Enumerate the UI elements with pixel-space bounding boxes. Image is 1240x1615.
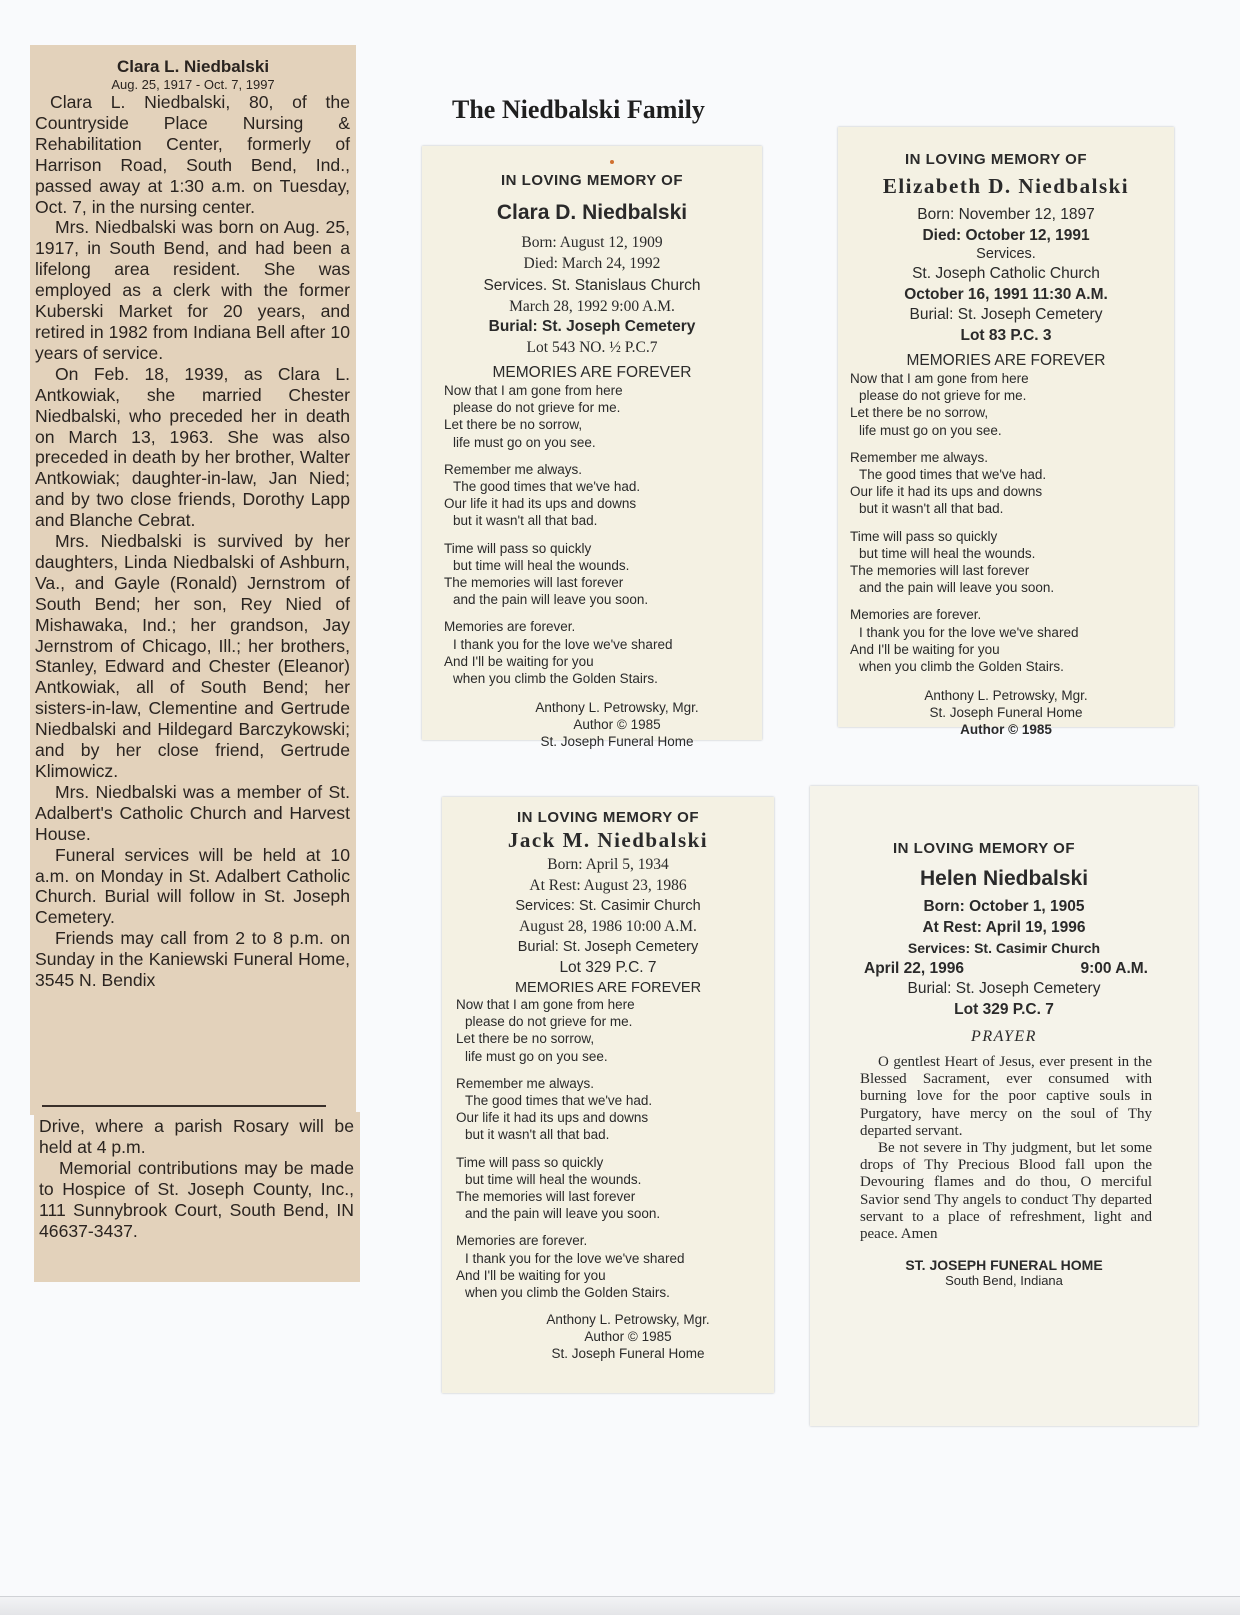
card-manager: Anthony L. Petrowsky, Mgr. bbox=[535, 700, 699, 716]
card-services: Services: St. Casimir Church bbox=[515, 898, 701, 914]
card-lot: Lot 329 P.C. 7 bbox=[559, 958, 657, 976]
poem bbox=[442, 996, 774, 1301]
obituary-paragraph: On Feb. 18, 1939, as Clara L. Antkowiak, she married Chester Niedbalski, who preceded her in death on March 13, 1963. She was also preceded in death by her brother, Walter Antkowiak; daughter-in-law, Jan Nied; and by two close friends, Dorothy Lapp and Blanche Cebrat. bbox=[35, 363, 350, 531]
card-lot: Lot 543 NO. ½ P.C.7 bbox=[526, 338, 658, 356]
card-manager: Anthony L. Petrowsky, Mgr. bbox=[924, 688, 1088, 704]
card-author: Author © 1985 bbox=[960, 722, 1052, 738]
obituary-paragraph: Drive, where a parish Rosary will be held at 4 p.m. bbox=[39, 1116, 354, 1157]
poem-line: but time will heal the wounds. bbox=[859, 545, 1036, 561]
poem-line: when you climb the Golden Stairs. bbox=[453, 671, 658, 687]
card-service-datetime bbox=[810, 959, 1198, 980]
poem-line: Remember me always. bbox=[850, 449, 989, 465]
obituary-clipping bbox=[30, 45, 356, 1115]
poem-line: Now that I am gone from here bbox=[444, 383, 623, 398]
card-name: Elizabeth D. Niedbalski bbox=[882, 174, 1130, 198]
card-funeral-home: ST. JOSEPH FUNERAL HOME bbox=[905, 1257, 1103, 1274]
card-born: Born: November 12, 1897 bbox=[917, 206, 1095, 223]
poem-heading: MEMORIES ARE FOREVER bbox=[514, 980, 702, 996]
poem-line: Our life it had its ups and downs bbox=[444, 496, 637, 512]
poem-line: Let there be no sorrow, bbox=[850, 405, 989, 421]
card-author: Author © 1985 bbox=[584, 1329, 672, 1345]
obituary-paragraph: Memorial contributions may be made to Hospice of St. Joseph County, Inc., 111 Sunnybrook Court, South Bend, IN 46637-3437. bbox=[39, 1157, 354, 1241]
poem-stanza-gap bbox=[444, 451, 762, 461]
obituary-paragraph: Funeral services will be held at 10 a.m. on Monday in St. Adalbert Catholic Church. Burial will follow in St. Joseph Cemetery. bbox=[35, 844, 350, 928]
poem-line: but it wasn't all that bad. bbox=[465, 1127, 610, 1143]
poem bbox=[838, 370, 1174, 675]
obituary-dates: Aug. 25, 1917 - Oct. 7, 1997 bbox=[111, 77, 275, 92]
card-lot: Lot 83 P.C. 3 bbox=[960, 326, 1052, 344]
poem bbox=[422, 382, 762, 687]
obituary-paragraph: Clara L. Niedbalski, 80, of the Countryside Place Nursing & Rehabilitation Center, formerly of Harrison Road, South Bend, Ind., passed away at 1:30 a.m. on Tuesday, Oct. 7, in the nursing center. bbox=[35, 92, 350, 217]
poem-line: The memories will last forever bbox=[444, 575, 624, 591]
poem-line: please do not grieve for me. bbox=[465, 1014, 633, 1030]
column-divider bbox=[42, 1105, 326, 1107]
poem-line: life must go on you see. bbox=[453, 434, 596, 450]
poem-stanza-gap bbox=[444, 530, 762, 540]
card-burial: Burial: St. Joseph Cemetery bbox=[488, 318, 696, 335]
card-died: Died: March 24, 1992 bbox=[523, 254, 661, 272]
obituary-paragraph: Mrs. Niedbalski was a member of St. Adalbert's Catholic Church and Harvest House. bbox=[35, 781, 350, 844]
obituary-title: Clara L. Niedbalski bbox=[116, 57, 270, 76]
poem-line: I thank you for the love we've shared bbox=[859, 624, 1079, 640]
poem-line: The memories will last forever bbox=[456, 1189, 636, 1205]
prayer-text bbox=[860, 1054, 1152, 1243]
poem-stanza-gap bbox=[850, 439, 1174, 449]
poem-line: and the pain will leave you soon. bbox=[859, 580, 1055, 596]
card-header: IN LOVING MEMORY OF bbox=[516, 809, 699, 826]
poem-line: And I'll be waiting for you bbox=[456, 1267, 606, 1283]
card-died: Died: October 12, 1991 bbox=[922, 226, 1090, 244]
poem-line: Our life it had its ups and downs bbox=[850, 484, 1043, 500]
card-burial: Burial: St. Joseph Cemetery bbox=[517, 939, 699, 955]
card-header: IN LOVING MEMORY OF bbox=[892, 840, 1075, 857]
card-born: Born: August 12, 1909 bbox=[521, 234, 663, 251]
card-lot: Lot 329 P.C. 7 bbox=[954, 1000, 1054, 1018]
poem-line: Let there be no sorrow, bbox=[456, 1031, 595, 1047]
card-born: Born: October 1, 1905 bbox=[923, 898, 1085, 915]
poem-stanza-gap bbox=[850, 596, 1174, 606]
poem-heading: MEMORIES ARE FOREVER bbox=[492, 364, 692, 381]
poem-line: Memories are forever. bbox=[456, 1233, 588, 1249]
memorial-card-elizabeth bbox=[838, 127, 1174, 738]
card-name: Clara D. Niedbalski bbox=[496, 201, 688, 224]
obituary-body bbox=[35, 92, 350, 991]
poem-line: And I'll be waiting for you bbox=[444, 653, 594, 669]
poem-stanza-gap bbox=[456, 1144, 774, 1154]
poem-line: Memories are forever. bbox=[850, 607, 982, 623]
poem-line: but time will heal the wounds. bbox=[465, 1171, 642, 1187]
card-service-date: April 22, 1996 bbox=[864, 959, 964, 977]
card-services: Services: St. Casimir Church bbox=[907, 940, 1101, 956]
card-burial: Burial: St. Joseph Cemetery bbox=[907, 980, 1101, 997]
card-author: Author © 1985 bbox=[573, 717, 661, 733]
poem-line: life must go on you see. bbox=[859, 422, 1002, 438]
card-service-datetime: March 28, 1992 9:00 A.M. bbox=[509, 297, 675, 315]
poem-line: Remember me always. bbox=[456, 1075, 595, 1091]
poem-line: but it wasn't all that bad. bbox=[453, 513, 598, 529]
card-died: At Rest: April 19, 1996 bbox=[922, 918, 1086, 936]
memorial-card-helen bbox=[810, 786, 1198, 1426]
poem-line: Time will pass so quickly bbox=[456, 1154, 604, 1170]
card-funeral-home: St. Joseph Funeral Home bbox=[551, 1346, 705, 1362]
poem-line: Time will pass so quickly bbox=[444, 540, 592, 556]
obituary-body-continued bbox=[39, 1116, 354, 1241]
poem-line: life must go on you see. bbox=[465, 1048, 608, 1064]
poem-stanza-gap bbox=[444, 608, 762, 618]
poem-line: please do not grieve for me. bbox=[453, 400, 621, 416]
card-signature bbox=[422, 699, 762, 750]
card-signature bbox=[838, 687, 1174, 738]
ink-spot bbox=[610, 160, 614, 164]
card-manager: Anthony L. Petrowsky, Mgr. bbox=[546, 1312, 710, 1328]
poem-line: when you climb the Golden Stairs. bbox=[465, 1285, 670, 1301]
poem-line: The good times that we've had. bbox=[453, 479, 641, 495]
card-service-datetime: October 16, 1991 11:30 A.M. bbox=[904, 285, 1108, 303]
card-born: Born: April 5, 1934 bbox=[547, 856, 669, 873]
poem-stanza-gap bbox=[850, 518, 1174, 528]
prayer-paragraph: O gentlest Heart of Jesus, ever present in the Blessed Sacrament, ever consumed with burning love for the poor captive souls in Purgatory, have mercy on the soul of Thy departed servant. bbox=[860, 1054, 1152, 1139]
poem-stanza-gap bbox=[456, 1065, 774, 1075]
poem-line: and the pain will leave you soon. bbox=[465, 1206, 661, 1222]
memorial-card-jack bbox=[442, 797, 774, 1393]
poem-line: Now that I am gone from here bbox=[850, 371, 1029, 386]
poem-line: Our life it had its ups and downs bbox=[456, 1110, 649, 1126]
obituary-clipping-continued bbox=[34, 1112, 360, 1282]
card-service-datetime: August 28, 1986 10:00 A.M. bbox=[519, 917, 697, 935]
card-city: South Bend, Indiana bbox=[945, 1273, 1063, 1289]
poem-line: when you climb the Golden Stairs. bbox=[859, 659, 1064, 675]
card-funeral-home: St. Joseph Funeral Home bbox=[540, 734, 694, 750]
memorial-card-clara bbox=[422, 146, 762, 750]
card-services: Services. St. Stanislaus Church bbox=[483, 277, 701, 294]
obituary-paragraph: Mrs. Niedbalski is survived by her daughters, Linda Niedbalski of Ashburn, Va., and Gayle (Ronald) Jernstrom of South Bend; her son, Rey Nied of Mishawaka, Ind.; her grandson, Jay Jernstrom of Chicago, Ill.; her brothers, Stanley, Edward and Chester (Eleanor) Antkowiak, all of South Bend; her sisters-in-law, Clementine and Gertrude Niedbalski and Hildegard Barczykowski; and by her close friend, Gertrude Klimowicz. bbox=[35, 531, 350, 781]
poem-line: Now that I am gone from here bbox=[456, 997, 635, 1012]
poem-line: please do not grieve for me. bbox=[859, 388, 1027, 404]
obituary-paragraph: Mrs. Niedbalski was born on Aug. 25, 1917, in South Bend, and had been a lifelong area resident. She was employed as a clerk with the former Kuberski Market for 20 years, and retired in 1982 from Indiana Bell after 10 years of service. bbox=[35, 217, 350, 363]
card-service-time: 9:00 A.M. bbox=[1080, 959, 1148, 977]
card-signature bbox=[442, 1311, 774, 1362]
poem-line: And I'll be waiting for you bbox=[850, 641, 1000, 657]
page-title: The Niedbalski Family bbox=[452, 95, 705, 124]
card-church: St. Joseph Catholic Church bbox=[912, 265, 1100, 282]
poem-line: The good times that we've had. bbox=[859, 467, 1047, 483]
card-services: Services. bbox=[976, 246, 1036, 262]
poem-line: Remember me always. bbox=[444, 461, 583, 477]
obituary-paragraph: Friends may call from 2 to 8 p.m. on Sunday in the Kaniewski Funeral Home, 3545 N. Bendix bbox=[35, 928, 350, 991]
poem-line: I thank you for the love we've shared bbox=[465, 1250, 685, 1266]
prayer-paragraph: Be not severe in Thy judgment, but let some drops of Thy Precious Blood fall upon the Devouring flames and do thou, O merciful Savior send Thy angels to conduct Thy departed servant to a place of refreshment, light and peace. Amen bbox=[860, 1140, 1152, 1243]
poem-stanza-gap bbox=[456, 1222, 774, 1232]
poem-line: but time will heal the wounds. bbox=[453, 557, 630, 573]
card-header: IN LOVING MEMORY OF bbox=[904, 151, 1087, 168]
poem-line: and the pain will leave you soon. bbox=[453, 592, 649, 608]
poem-line: Memories are forever. bbox=[444, 619, 576, 635]
poem-line: but it wasn't all that bad. bbox=[859, 501, 1004, 517]
poem-line: The good times that we've had. bbox=[465, 1093, 653, 1109]
poem-line: The memories will last forever bbox=[850, 563, 1030, 579]
poem-heading: MEMORIES ARE FOREVER bbox=[906, 352, 1106, 369]
card-burial: Burial: St. Joseph Cemetery bbox=[909, 306, 1103, 323]
card-name: Helen Niedbalski bbox=[919, 867, 1089, 890]
poem-line: Time will pass so quickly bbox=[850, 528, 998, 544]
card-header: IN LOVING MEMORY OF bbox=[500, 172, 683, 189]
poem-line: I thank you for the love we've shared bbox=[453, 636, 673, 652]
poem-line: Let there be no sorrow, bbox=[444, 417, 583, 433]
card-name: Jack M. Niedbalski bbox=[507, 828, 709, 852]
prayer-title: PRAYER bbox=[971, 1028, 1037, 1045]
card-died: At Rest: August 23, 1986 bbox=[529, 876, 687, 894]
page-bottom-edge bbox=[0, 1596, 1240, 1615]
card-funeral-home: St. Joseph Funeral Home bbox=[929, 705, 1083, 721]
